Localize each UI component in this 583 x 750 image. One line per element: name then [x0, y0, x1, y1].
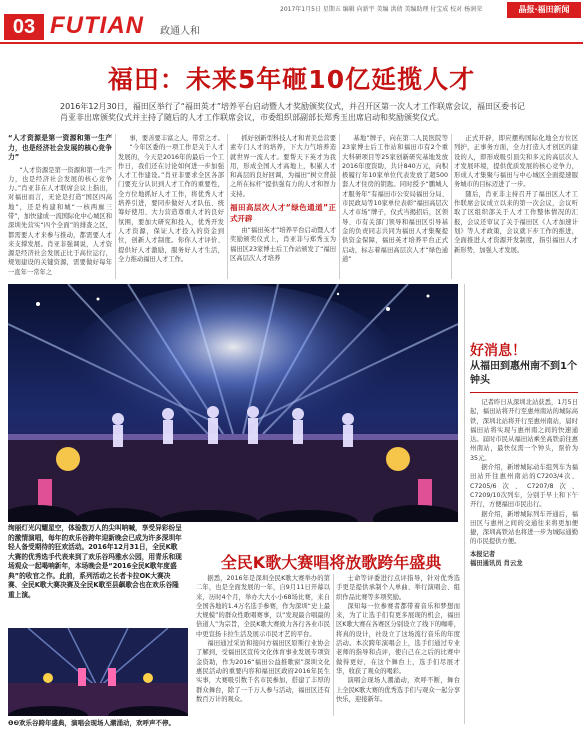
column-text: 据介绍，新增城际列车开通后，福田区与惠州之间的交通往来将更加便捷，深圳高铁站也将进一步为城际通勤的市民提供方便。 — [470, 510, 578, 546]
sidebar-kicker: 好消息！ — [470, 343, 526, 359]
column-text: 抓好创新型科技人才和青美总营要素专门人才的培养，下大力气培养造就世界一流人才。要帮天下英才为我用，形成全国人才高地上，积累人才和高层的良好回调，为福田“树立背鼓之所在标杆”提供强有力的人才和智力支持。 — [230, 135, 336, 198]
column-divider — [115, 134, 116, 279]
column-text: 深知每一位参赛者都带着音乐和梦想而来，为了让选手们有更多展现的机会，福田区K歌大赛在各赛区分别设立了线下的咖啡，将真的设计，社设立了这场流行音乐的年度活动。本次跨年演唱会上，选手们通过专业老师的指导和点评，使自己在之后的比赛中做得更好，在这个舞台上，选手们尽展才华，收获了观众的喝彩。 — [336, 602, 460, 675]
issue-meta: 2017年1月5日 星期五 编辑 向新宇 美编 洪倩 美编助理 付宝成 校对 杨润荣 — [280, 6, 483, 13]
article-column-a — [196, 574, 330, 716]
column-text: 事，要善要丰富之人，带常之才。 — [129, 135, 224, 142]
column-text: 士命等评委进行点评指导，针对优秀选手更是提供承制个人单曲、举行演唱会、组织作品比赛等多项奖励。 — [336, 575, 460, 601]
article-column-3 — [230, 134, 336, 279]
column-text: 随后，肖亚非主持召开了福田区人才工作联席会议成立以来的第一次会议，会议听取了区组织部关于人才工作整体情况的汇报，会议还审议了关于福田区《人才加速计划》等人才政策，会议就下步工作的推进，全面推进人才资源开发制度，指引福田人才新形势，加强人才发展。 — [454, 190, 578, 254]
main-headline: 福田：未来5年砸10亿延揽人才 — [107, 65, 476, 94]
article-column-5 — [454, 134, 578, 279]
sidebar-divider — [470, 392, 578, 393]
column-text: 正式开辟，即应摆构国际化地全方位区列护，正事务方面，全力打造人才创区的建设的人，即形成吸引顶尖和多元的高层次人才发展环境，提供优质发展的核心竞争力，形成人才集聚与福田与中心城区全面提速服务城市的目标迈进了一步。 — [454, 135, 578, 189]
stage-illustration — [8, 284, 458, 522]
section-title: FUTIAN — [50, 12, 144, 39]
pull-quote: “人才资源是第一资源和第一生产力，也是经济社会发展的核心竞争力” — [8, 134, 112, 161]
column-divider — [333, 574, 334, 716]
column-text: 福田通过采访和接问方福田区原斯行业协会了解到，受福田区宣传文化体育事业发展专项资金资助，作为2016“福田公益推歌窗”深圳文化惠民活动的重要内容和福田区政府2016年民生实事，大赛吸引数千名市民参加，搭建了丰厚的群众舞台，除了一千万人参与活动，福田区还有数百万计的观众。 — [196, 640, 330, 703]
column-text: “今年区委的一项工作是关于人才发展的，今天是2016年的最后一个工作日，我们还在讨论如何进一步加强人才工作建设。”肖亚非要求全区各部门要充分认识到人才工作的重要性，全方位地抓好人才工作，将优秀人才培养引进，要同步做好人才队伍、统筹好使用、大力营造尊重人才的良好氛围，要加大研究和投入，优秀开发人才资源，保证人才投入的资金到位，创新人才制度。你你人才评价、提供好人才激励，服务好人才生活，全力推动福田人才工作。 — [118, 144, 224, 263]
article-headline: 全民K歌大赛唱将放歌跨年盛典 — [220, 553, 442, 572]
concert-photo — [8, 284, 458, 522]
column-divider — [227, 134, 228, 279]
column-text: 据介绍，新增城际动车组列车为福田站开往惠州南站的C7203/4次、C7205/6次、C7207/8次、C7209/10次列车，分别于早上和下午开行，方便福田市民出行。 — [470, 464, 578, 509]
column-divider — [339, 134, 340, 279]
lede-paragraph: 2016年12月30日，福田区举行了“福田英才”培养平台启动暨人才奖励颁奖仪式，并召开区第一次人才工作联席会议，福田区委书记肖亚非出席颁奖仪式并主持了随后的人才工作联席会议，市委组织部副部长郑秀玉出席启动和奖励颁奖仪式。 — [60, 102, 526, 122]
concert-photo-2 — [8, 628, 188, 716]
article-column-b — [336, 574, 460, 716]
column-text: 据悉，2016年是深圳全民K歌大赛举办的第二年，也是全面发展的一年，自9月11日开幕以来，历时4个月，举办大大小小68场比赛，来自全国各地的1.4万名选手参赛，作为深圳“史上最大规模”的群众性歌唱赛事，以“发现最合唱最的倍道人”为宗旨，全民K歌大赛致力各行各业市民中更宣扬卡拉生活及展示市民才艺的平台。 — [196, 575, 330, 638]
article-column-4 — [342, 134, 448, 279]
reporter-byline: 本报记者 — [470, 550, 496, 558]
bottom-photo-caption: ❶❷欢乐谷跨年盛典，演唱会现场人潮涌动，欢呼声不停。 — [8, 719, 176, 727]
newspaper-logo: 晶报·福田新闻 — [507, 2, 581, 18]
page-number: 03 — [4, 14, 44, 40]
stage-illustration-2 — [8, 628, 188, 716]
column-text: “人才资源是第一资源和第一生产力，也是经济社会发展的核心竞争力。”肖亚非在人才联席会议上指出，对福田而言，无论是打造“国区四高地”，还是构建和城“一核两廊三带”，加快建成一流国际化中心城区和深圳先营实“四个全面”的排查之区，都需要人才来参与推动，都需要人才来支撑发展。肖亚非强调说，人才资源是经济社会发展正比于高位运行，规划建设的关键资源，需要做好每年一直年一常年之 — [8, 166, 112, 276]
photo-caption: 绚丽灯光闪耀星空，体验数万人的尖叫呐喊，享受异彩纷呈的激情演唱，每年的欢乐谷跨年迎新晚会已成为许多深圳年轻人备受期待的狂欢活动。2016年12月31日，全民K歌大赛的优秀选手代表来到了欢乐谷玛雅水公园，用青乐和现场观众一起喝响新年，本场晚会是“2016全民K歌年度盛典”的收官之作。此前，系列活动之长者卡拉OK大赛决赛、全民K歌大赛决赛及全民K歌至县飙歌会也在欢乐谷隆重上演。 — [8, 524, 182, 599]
reporter-byline: 福田通讯员 肖云龙 — [470, 560, 523, 568]
column-text: 演唱会现场人潮涌动，欢呼不断，舞台上全民K歌大赛的优秀选手们与观众一起分享快乐，迎接新年。 — [336, 677, 460, 703]
sidebar-headline: 从福田到惠州南不到1个钟头 — [470, 361, 577, 386]
sidebar-article — [470, 398, 578, 718]
column-divider — [464, 284, 465, 724]
section-subtitle: 政通人和 — [160, 26, 200, 37]
column-divider — [451, 134, 452, 279]
article-column-2 — [118, 134, 224, 279]
column-text: 基地”牌子，向在第二人民医院等23家博士后工作站和福田市有2个重大科研项目等25家创新研究基地发放2016年度资助，共计840万元，向积极履行年10家单位代表发放了超500套人才住房的钥匙。同时授予“鹏城人才服务年”有福田市公安局福田分局、市民政局等10家单位表彰“福田高层次人才市场”牌子，仅式当揭招后，区领导、市有关部门领导和福田区引导基金的负责同志共同为福田人才集聚提供资金保障，福田英才培养平台正式启动，标志着福田高层次人才“绿色通道” — [342, 135, 448, 263]
article-column-1 — [8, 134, 112, 279]
header-divider — [0, 42, 583, 44]
column-text: 由“福田英才”培养平台启动暨人才奖励颁奖仪式上，肖亚非与郑秀玉为福田区23家博士后工作站颁发了“福田区高层次人才培养 — [230, 227, 336, 262]
article-subheading: 福田高层次人才“绿色通道”正式开辟 — [230, 203, 336, 224]
column-text: 记者昨日从深圳北站获悉，1月5日起，福田站将开行至惠州南站的城际高铁，深圳北站将开行至惠州南站，届时福田站将实现与惠州南之间的快速通达。届时市民从福田站乘坐高铁前往惠州南站，最快仅需一个钟头，票价为35元。 — [470, 399, 578, 462]
